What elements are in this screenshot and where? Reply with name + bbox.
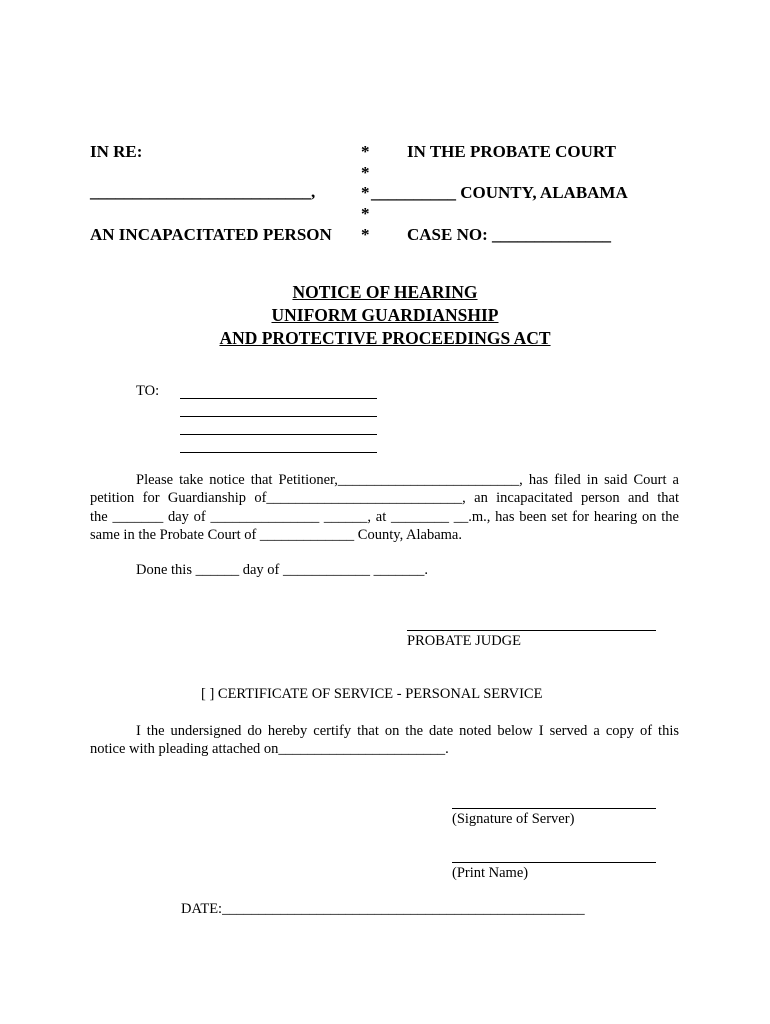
to-label: TO: xyxy=(136,383,160,399)
respondent-name-blank[interactable]: __________________________, xyxy=(90,182,316,201)
certify-line[interactable]: notice with pleading attached on_______________________. xyxy=(90,741,449,758)
notice-line: the _______ day of _______________ ______, at ________ __.m., has been set for hearing on the xyxy=(90,508,679,525)
notice-line: same in the Probate Court of _____________ County, Alabama. xyxy=(90,526,462,543)
to-address-line[interactable] xyxy=(180,416,377,417)
in-re-label: IN RE: xyxy=(90,142,143,161)
caption-star: * xyxy=(361,204,370,223)
caption-star: * xyxy=(361,163,370,182)
caption-star: * xyxy=(361,183,370,202)
date-field[interactable]: DATE:__________________________________________________ xyxy=(181,901,585,917)
certify-line: I the undersigned do hereby certify that on the date noted below I served a copy of this xyxy=(136,723,679,739)
to-address-line[interactable] xyxy=(180,398,377,399)
certificate-of-service-heading[interactable]: [ ] CERTIFICATE OF SERVICE - PERSONAL SERVICE xyxy=(201,686,543,702)
print-name-line[interactable] xyxy=(452,862,656,863)
notice-subtitle-act: AND PROTECTIVE PROCEEDINGS ACT xyxy=(219,328,551,348)
signature-of-server-label: (Signature of Server) xyxy=(452,811,575,827)
court-name: IN THE PROBATE COURT xyxy=(407,142,616,161)
notice-title: NOTICE OF HEARING xyxy=(292,282,478,302)
incapacitated-person-label: AN INCAPACITATED PERSON xyxy=(90,225,332,244)
county-field[interactable]: __________ COUNTY, ALABAMA xyxy=(371,183,628,202)
caption-star: * xyxy=(361,142,370,161)
server-signature-line[interactable] xyxy=(452,808,656,809)
notice-paragraph xyxy=(90,471,679,544)
case-number-field[interactable]: CASE NO: ______________ xyxy=(407,225,612,244)
judge-signature-line[interactable] xyxy=(407,630,656,631)
notice-subtitle: UNIFORM GUARDIANSHIP xyxy=(271,305,499,325)
done-this-line[interactable]: Done this ______ day of ____________ _______. xyxy=(136,562,428,578)
caption-star: * xyxy=(361,225,370,244)
to-address-line[interactable] xyxy=(180,434,377,435)
certify-paragraph xyxy=(90,722,679,759)
probate-judge-label: PROBATE JUDGE xyxy=(407,633,521,649)
to-address-line[interactable] xyxy=(180,452,377,453)
print-name-label: (Print Name) xyxy=(452,865,529,881)
notice-line: Please take notice that Petitioner,_________________________, has filed in said Court a xyxy=(136,472,679,488)
notice-line: petition for Guardianship of___________________________, an incapacitated person and that xyxy=(90,490,679,507)
